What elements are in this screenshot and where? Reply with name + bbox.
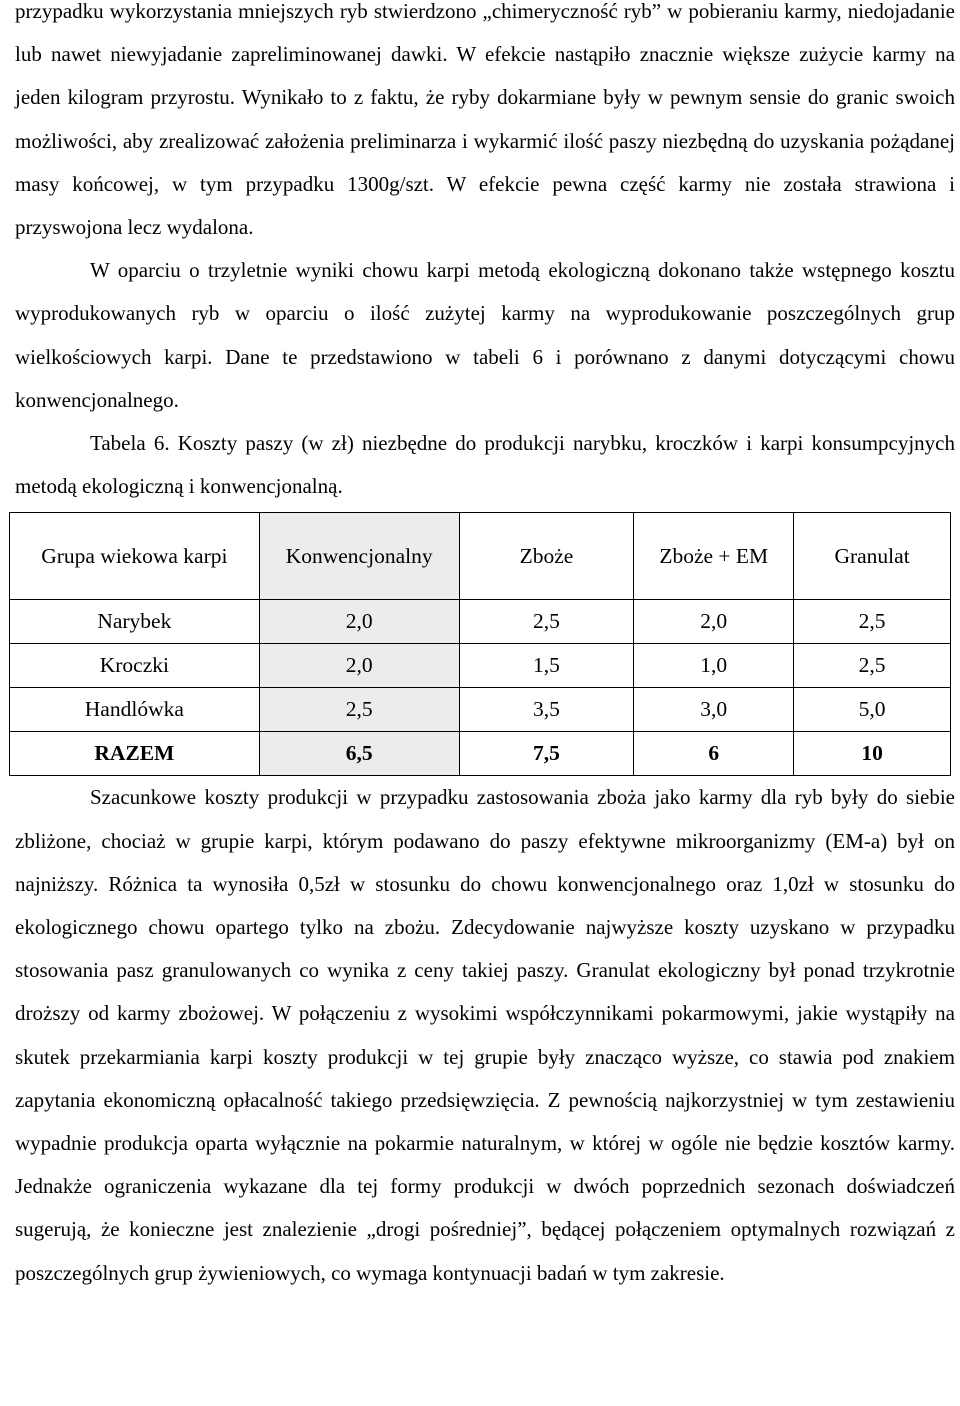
table-row [10,644,951,688]
row-label: Kroczki [10,644,260,688]
paragraph-intro: przypadku wykorzystania mniejszych ryb stwierdzono „chimeryczność ryb” w pobieraniu karmy, niedojadanie lub nawet niewyjadanie zapreliminowanej dawki. W efekcie nastąpiło znacznie większe zużycie karmy na jeden kilogram przyrostu. Wynikało to z faktu, że ryby dokarmiane były w pewnym sensie do granic swoich możliwości, aby zrealizować założenia preliminarza i wykarmić ilość paszy niezbędną do uzyskania pożądanej masy końcowej, w tym przypadku 1300g/szt. W efekcie pewna część karmy nie została strawiona i przyswojona lecz wydalona. [15,0,955,240]
row-label: Handlówka [10,688,260,732]
table-cell: 2,0 [634,600,794,644]
total-cell: 7,5 [459,732,634,776]
table-cell: 1,5 [459,644,634,688]
table-row [10,600,951,644]
table-caption: Tabela 6. Koszty paszy (w zł) niezbędne do produkcji narybku, kroczków i karpi konsumpcyjnych metodą ekologiczną i konwencjonalną. [15,431,955,499]
table-cell: 2,5 [794,644,951,688]
table-cell: 2,5 [259,688,459,732]
table-header-row [10,513,951,600]
feed-cost-table [9,512,951,776]
table-cell: 2,0 [259,644,459,688]
table-cell: 5,0 [794,688,951,732]
total-label: RAZEM [10,732,260,776]
table-cell: 2,5 [794,600,951,644]
paragraph-discussion: Szacunkowe koszty produkcji w przypadku zastosowania zboża jako karmy dla ryb były do siebie zbliżone, chociaż w grupie karpi, którym podawano do paszy efektywne mikroorganizmy (EM-a) był on najniższy. Różnica ta wynosiła 0,5zł w stosunku do chowu konwencjonalnego oraz 1,0zł w stosunku do ekologicznego chowu opartego tylko na zbożu. Zdecydowanie najwyższe koszty uzyskano w przypadku stosowania pasz granulowanych co wynika z ceny takiej paszy. Granulat ekologiczny był ponad trzykrotnie droższy od karmy zbożowej. W połączeniu z wysokimi współczynnikami pokarmowymi, jakie wystąpiły na skutek przekarmiania karpi koszty produkcji w tej grupie były znacząco wyższe, co stawia pod znakiem zapytania ekonomiczną opłacalność takiego przedsięwzięcia. Z pewnością najkorzystniej w tym zestawieniu wypadnie produkcja oparta wyłącznie na pokarmie naturalnym, w której w ogóle nie będzie kosztów karmy. Jednakże ograniczenia wykazane dla tej formy produkcji w dwóch poprzednich sezonach doświadczeń sugerują, że konieczne jest znalezienie „drogi pośredniej”, będącej połączeniem optymalnych rozwiązań z poszczególnych grup żywieniowych, co wymaga kontynuacji badań w tym zakresie. [15,785,955,1285]
header-grain-em: Zboże + EM [634,513,794,600]
total-cell: 6 [634,732,794,776]
table-cell: 3,5 [459,688,634,732]
table-total-row [10,732,951,776]
table-cell: 2,5 [459,600,634,644]
header-age-group: Grupa wiekowa karpi [10,513,260,600]
table-cell: 3,0 [634,688,794,732]
row-label: Narybek [10,600,260,644]
table-cell: 1,0 [634,644,794,688]
total-cell: 6,5 [259,732,459,776]
paragraph-method: W oparciu o trzyletnie wyniki chowu karpi metodą ekologiczną dokonano także wstępnego kosztu wyprodukowanych ryb w oparciu o ilość zużytej karmy na wyprodukowanie poszczególnych grup wielkościowych karpi. Dane te przedstawiono w tabeli 6 i porównano z danymi dotyczącymi chowu konwencjonalnego. [15,258,955,412]
total-cell: 10 [794,732,951,776]
header-conventional: Konwencjonalny [259,513,459,600]
header-pellet: Granulat [794,513,951,600]
table-cell: 2,0 [259,600,459,644]
table-row [10,688,951,732]
header-grain: Zboże [459,513,634,600]
